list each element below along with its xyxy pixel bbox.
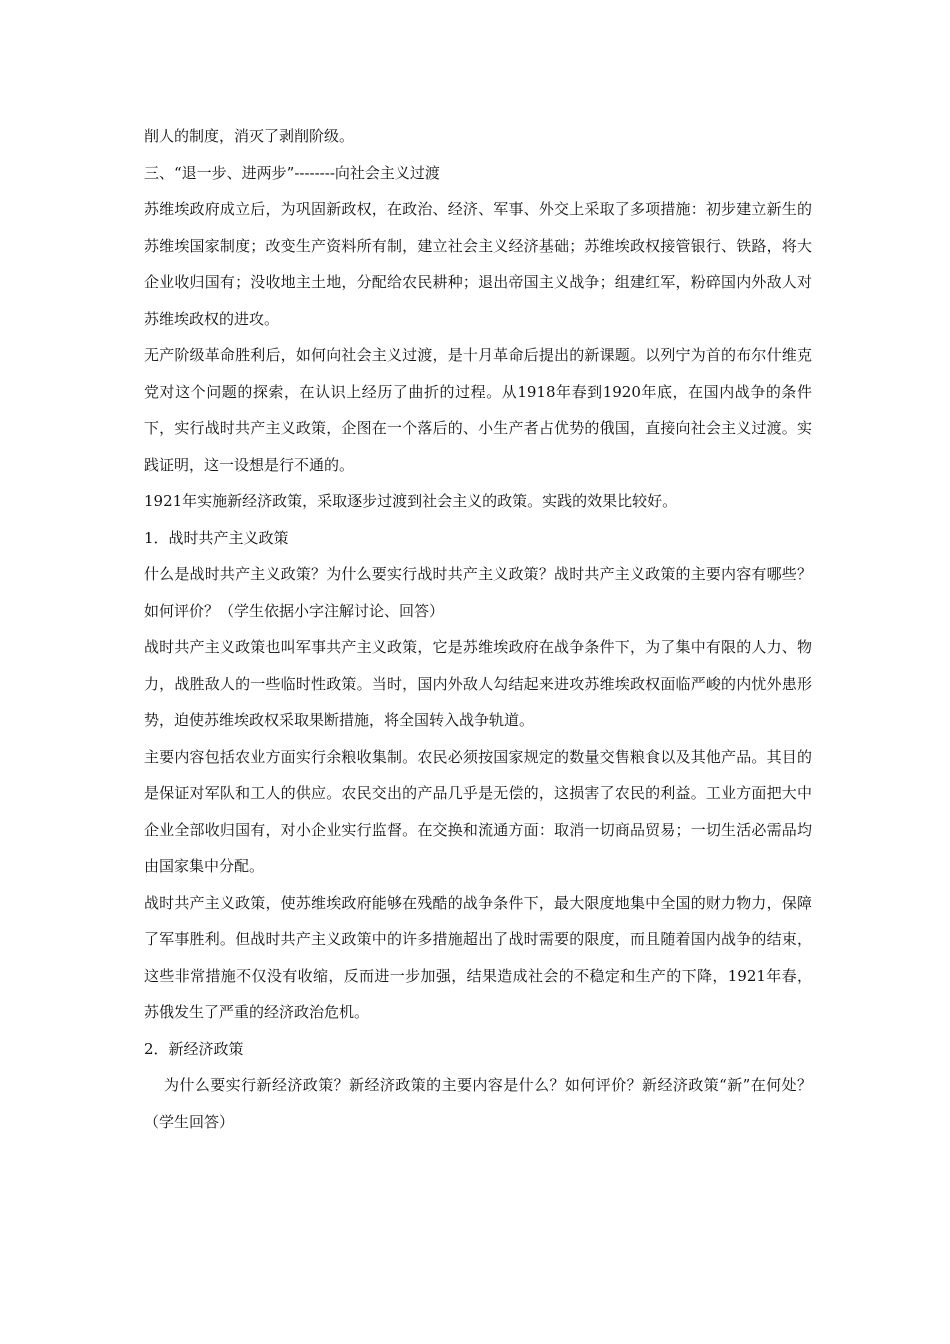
paragraph-war-communism-content: 主要内容包括农业方面实行余粮收集制。农民必须按国家规定的数量交售粮食以及其他产品。其目的是保证对军队和工人的供应。农民交出的产品几乎是无偿的，这损害了农民的利益。工业方面把大中企业全部收归国有，对小企业实行监督。在交换和流通方面：取消一切商品贸易；一切生活必需品均由国家集中分配。 — [144, 747, 812, 875]
paragraph-continuation: 削人的制度，消灭了剥削阶级。 — [144, 127, 355, 145]
document-body — [144, 118, 812, 1140]
section-heading-3: 三、“退一步、进两步”--------向社会主义过渡 — [144, 163, 440, 182]
paragraph-soviet-measures: 苏维埃政府成立后，为巩固新政权，在政治、经济、军事、外交上采取了多项措施：初步建立新生的苏维埃国家制度；改变生产资料所有制，建立社会主义经济基础；苏维埃政权接管银行、铁路，将大企业收归国有；没收地主土地，分配给农民耕种；退出帝国主义战争；组建红军，粉碎国内外敌人对苏维埃政权的进攻。 — [144, 200, 812, 328]
paragraph-nep-intro: 1921年实施新经济政策，采取逐步过渡到社会主义的政策。实践的效果比较好。 — [144, 492, 678, 510]
paragraph-war-communism-questions: 什么是战时共产主义政策？为什么要实行战时共产主义政策？战时共产主义政策的主要内容有哪些？如何评价？（学生依据小字注解讨论、回答） — [144, 565, 812, 620]
paragraph-war-communism-evaluation: 战时共产主义政策，使苏维埃政府能够在残酷的战争条件下，最大限度地集中全国的财力物力，保障了军事胜利。但战时共产主义政策中的许多措施超出了战时需要的限度，而且随着国内战争的结束，这些非常措施不仅没有收缩，反而进一步加强，结果造成社会的不稳定和生产的下降，1921年春，苏俄发生了严重的经济政治危机。 — [144, 893, 812, 1021]
subheading-new-economic-policy: 2．新经济政策 — [144, 1039, 244, 1058]
paragraph-transition: 无产阶级革命胜利后，如何向社会主义过渡，是十月革命后提出的新课题。以列宁为首的布尔什维克党对这个问题的探索，在认识上经历了曲折的过程。从1918年春到1920年底，在国内战争的条件下，实行战时共产主义政策，企图在一个落后的、小生产者占优势的俄国，直接向社会主义过渡。实践证明，这一设想是行不通的。 — [144, 346, 812, 474]
paragraph-nep-questions: 为什么要实行新经济政策？新经济政策的主要内容是什么？如何评价？新经济政策“新”在何处？（学生回答） — [144, 1076, 812, 1131]
paragraph-war-communism-definition: 战时共产主义政策也叫军事共产主义政策，它是苏维埃政府在战争条件下，为了集中有限的人力、物力，战胜敌人的一些临时性政策。当时，国内外敌人勾结起来进攻苏维埃政权面临严峻的内忧外患形势，迫使苏维埃政权采取果断措施，将全国转入战争轨道。 — [144, 638, 812, 729]
subheading-war-communism: 1．战时共产主义政策 — [144, 528, 289, 547]
